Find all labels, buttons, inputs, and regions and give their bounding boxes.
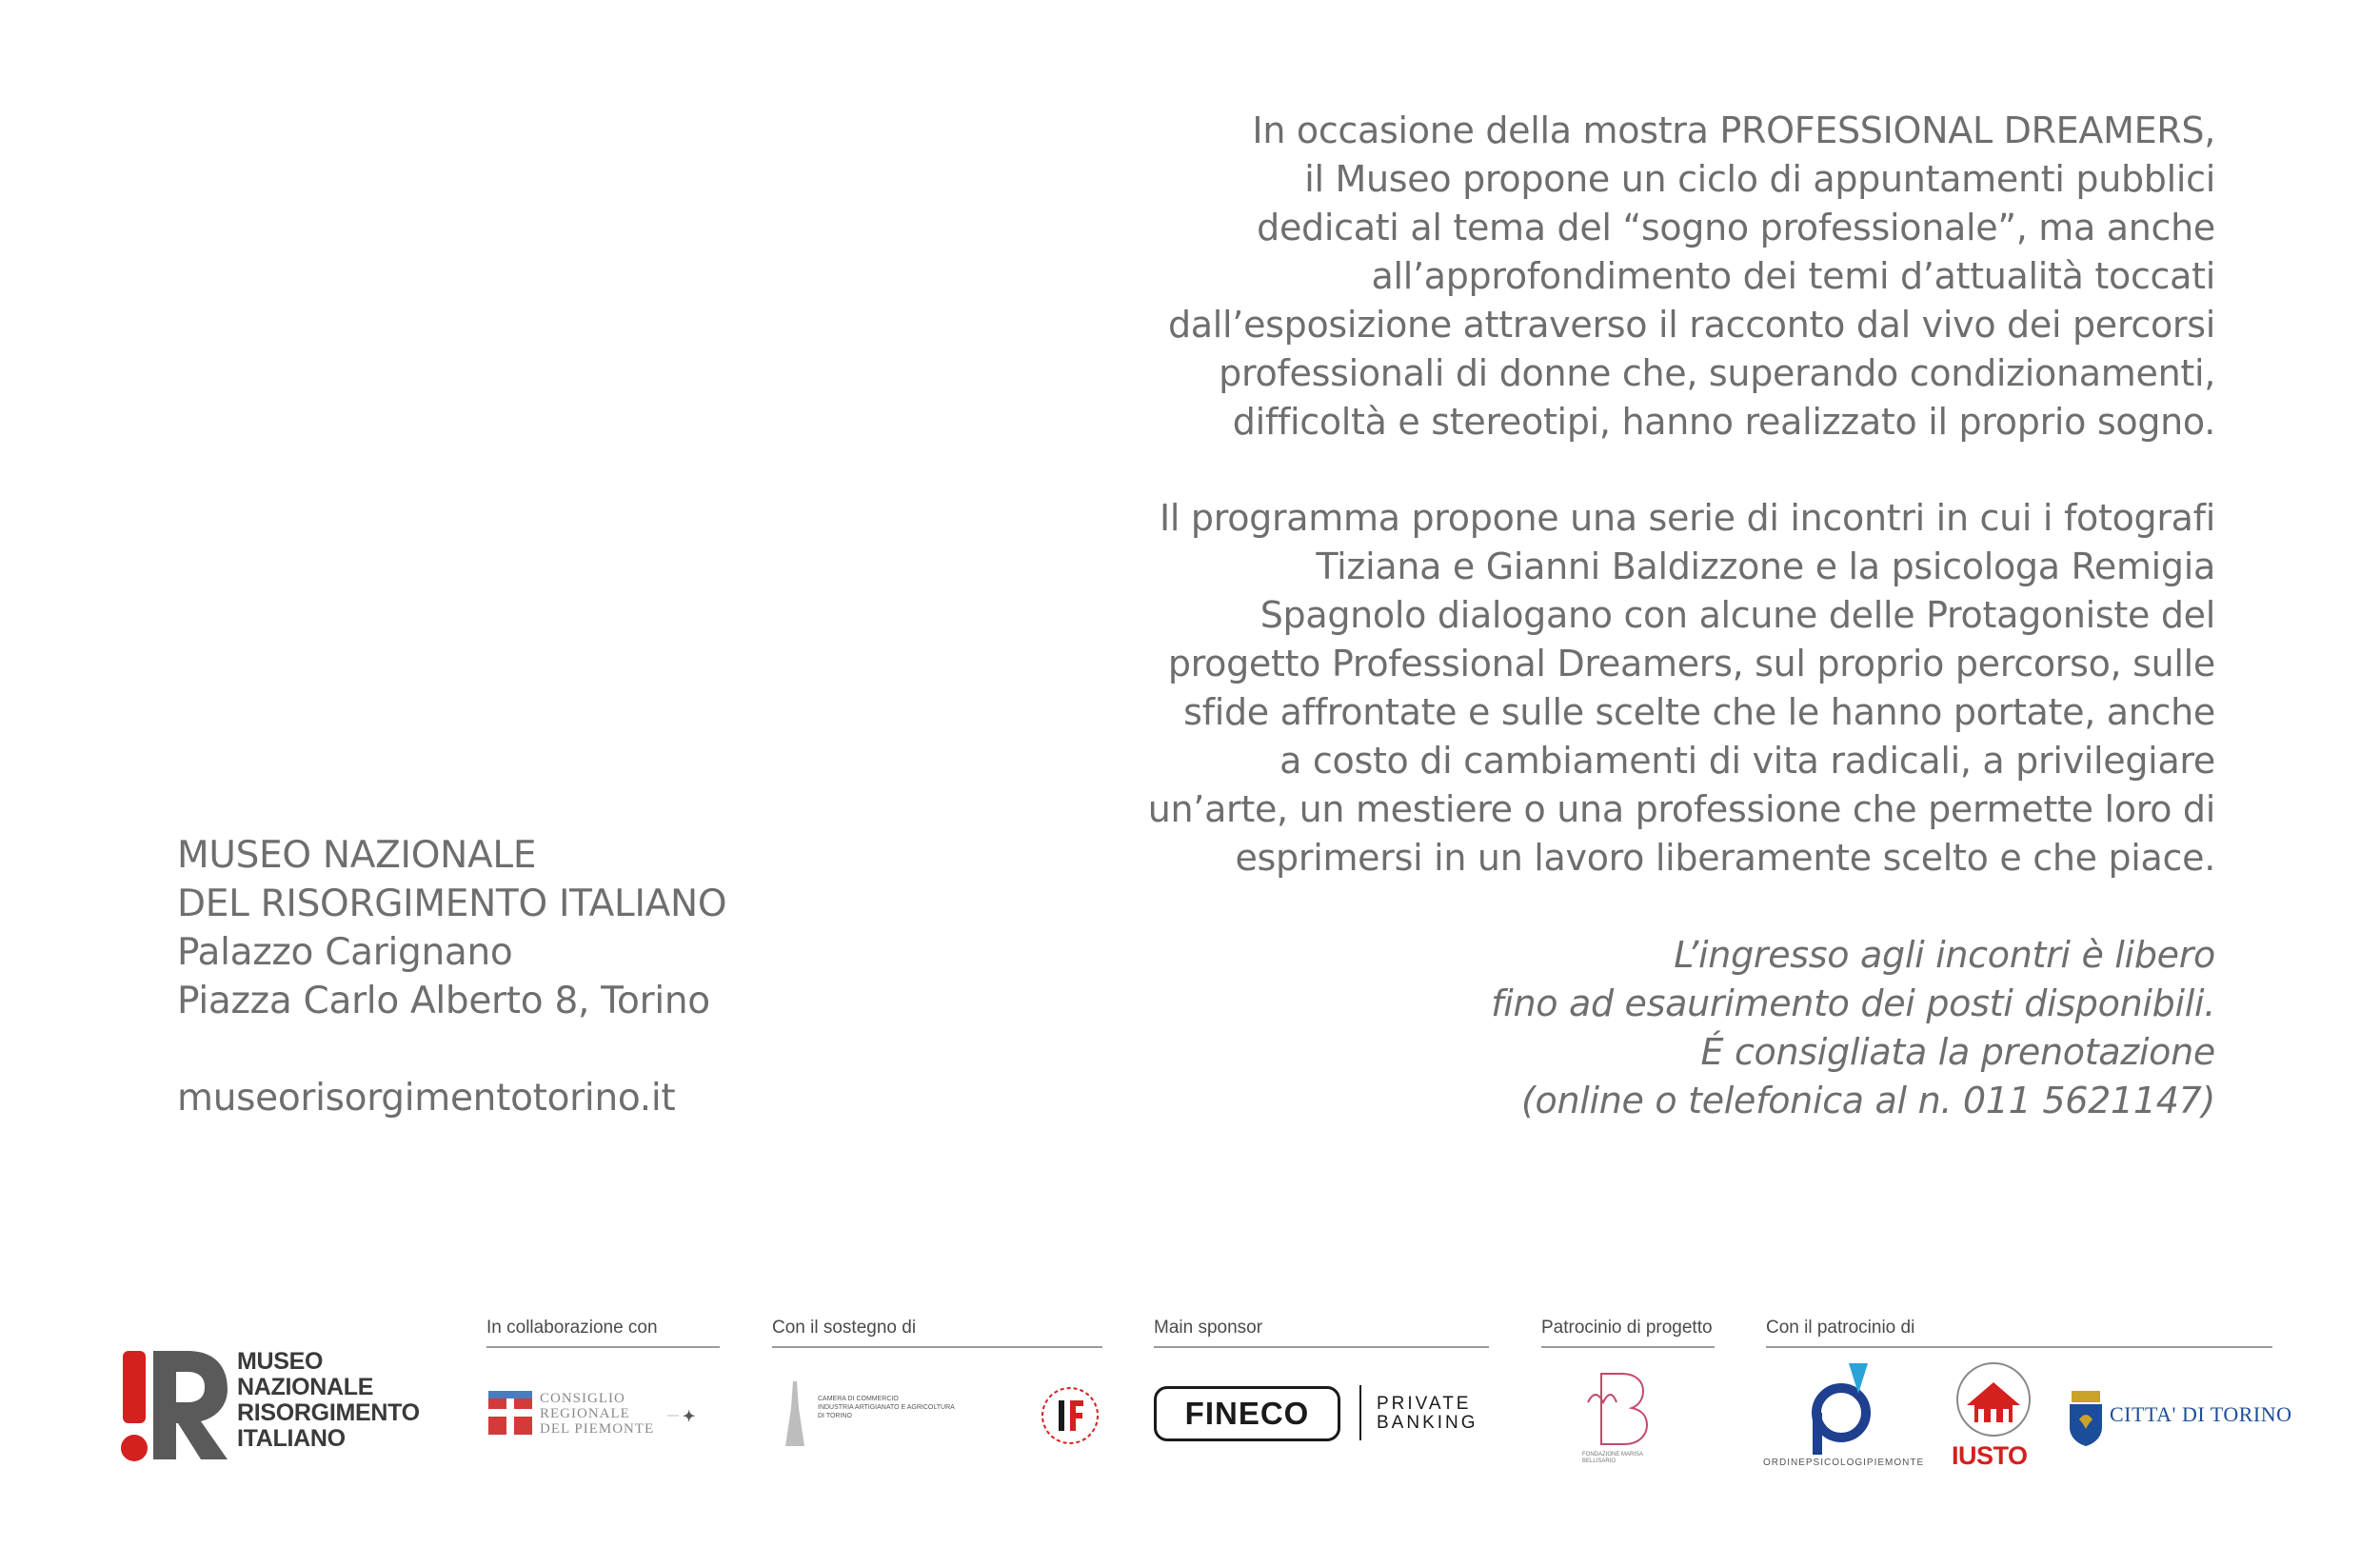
address-line: Palazzo Carignano — [177, 931, 513, 974]
consiglio-text — [540, 1391, 654, 1437]
fineco-logo: FINECO — [1154, 1386, 1340, 1441]
intro-paragraph — [1168, 107, 2215, 446]
museo-logo-text — [237, 1349, 420, 1452]
camera-line: CAMERA DI COMMERCIO — [818, 1396, 899, 1402]
consiglio-regionale-logo — [486, 1389, 724, 1444]
address-line: MUSEO NAZIONALE — [177, 834, 537, 877]
museo-logo-line: MUSEO — [237, 1348, 324, 1375]
program-line: a costo di cambiamenti di vita radicali, a privilegiare — [1279, 740, 2215, 782]
patrocinio-label: Con il patrocinio di — [1766, 1318, 1915, 1338]
ingress-line: fino ad esaurimento dei posti disponibili. — [1491, 982, 2215, 1024]
svg-text:✦: ✦ — [683, 1409, 696, 1425]
sponsor-label: Main sponsor — [1154, 1318, 1263, 1338]
torino-crest-icon — [2066, 1385, 2106, 1448]
torino-text: CITTA' DI TORINO — [2110, 1402, 2292, 1426]
camera-text — [818, 1395, 1008, 1420]
intro-line: difficoltà e stereotipi, hanno realizzato il proprio sogno. — [1232, 401, 2215, 443]
citta-torino-logo — [2066, 1385, 2292, 1454]
camera-commercio-logo — [776, 1379, 1023, 1452]
iusto-emblem-icon — [1950, 1361, 2037, 1439]
intro-line: professionali di donne che, superando condizionamenti, — [1219, 352, 2215, 394]
ingress-note — [1491, 931, 2215, 1125]
program-line: esprimersi in un lavoro liberamente scelto e che piace. — [1235, 837, 2215, 879]
intro-line: all’approfondimento dei temi d’attualità toccati — [1371, 255, 2215, 297]
partner-mark-icon — [667, 1395, 724, 1433]
sostegno-label: Con il sostegno di — [772, 1318, 917, 1338]
patrocinio-progetto-label: Patrocinio di progetto — [1541, 1318, 1713, 1338]
intro-line: dedicati al tema del “sogno professionale”, ma anche — [1257, 207, 2215, 248]
museo-logo-line: NAZIONALE — [237, 1374, 374, 1400]
patrocinio-progetto-rule — [1541, 1346, 1715, 1348]
ordine-text: ORDINEPSICOLOGIPIEMONTE — [1763, 1458, 1925, 1468]
museo-logo-line: RISORGIMENTO — [237, 1399, 420, 1426]
iusto-text: IUSTO — [1952, 1441, 2028, 1470]
program-line: Spagnolo dialogano con alcune delle Protagoniste del — [1259, 594, 2215, 636]
intro-line: In occasione della mostra PROFESSIONAL DREAMERS, — [1252, 109, 2215, 151]
consiglio-line: REGIONALE — [540, 1406, 630, 1421]
sostegno-rule — [772, 1346, 1102, 1348]
museum-address — [177, 831, 726, 1025]
consiglio-line: CONSIGLIO — [540, 1391, 625, 1406]
program-line: Tiziana e Gianni Baldizzone e la psicologa Remigia — [1316, 545, 2215, 587]
private-banking-line: PRIVATE — [1377, 1394, 1472, 1414]
collaborazione-label: In collaborazione con — [486, 1318, 658, 1338]
consiglio-line: DEL PIEMONTE — [540, 1421, 655, 1437]
program-line: Il programma propone una serie di incontri in cui i fotografi — [1159, 497, 2215, 539]
address-line: DEL RISORGIMENTO ITALIANO — [177, 883, 727, 925]
fondazione-text: FONDAZIONE MARISA BELLISARIO — [1582, 1452, 1643, 1464]
intro-line: il Museo propone un ciclo di appuntamenti pubblici — [1304, 158, 2215, 200]
camera-line: DI TORINO — [818, 1413, 852, 1419]
private-banking-line: BANKING — [1377, 1413, 1478, 1433]
program-line: sfide affrontate e sulle scelte che le hanno portate, anche — [1183, 691, 2215, 733]
program-line: progetto Professional Dreamers, sul proprio percorso, sulle — [1167, 643, 2215, 684]
patrocinio-rule — [1766, 1346, 2272, 1348]
ordine-mark-icon — [1761, 1361, 1928, 1457]
program-line: un’arte, un mestiere o una professione che permette loro di — [1147, 788, 2215, 830]
collaborazione-rule — [486, 1346, 720, 1348]
iusto-logo — [1950, 1361, 2037, 1471]
if-logo-icon — [1040, 1385, 1101, 1446]
ingress-line: É consigliata la prenotazione — [1700, 1031, 2215, 1073]
museo-logo — [121, 1347, 445, 1463]
ingress-line: L’ingresso agli incontri è libero — [1674, 934, 2215, 976]
program-paragraph — [1148, 494, 2215, 883]
fineco-separator — [1359, 1385, 1361, 1440]
camera-line: INDUSTRIA ARTIGIANATO E AGRICOLTURA — [818, 1404, 955, 1411]
ingress-line: (online o telefonica al n. 011 5621147) — [1520, 1080, 2215, 1121]
ordine-psicologi-logo — [1761, 1361, 1928, 1471]
museo-r-mark-icon — [121, 1347, 233, 1463]
sponsor-rule — [1154, 1346, 1489, 1348]
mole-icon — [776, 1379, 814, 1452]
website-link[interactable]: museorisorgimentotorino.it — [177, 1077, 676, 1120]
museo-logo-line: ITALIANO — [237, 1425, 346, 1452]
intro-line: dall’esposizione attraverso il racconto dal vivo dei percorsi — [1167, 304, 2215, 346]
fondazione-logo — [1582, 1364, 1658, 1469]
private-banking-text — [1377, 1395, 1478, 1433]
mb-monogram-icon — [1582, 1364, 1658, 1450]
piemonte-shield-icon — [486, 1389, 534, 1437]
address-line: Piazza Carlo Alberto 8, Torino — [177, 980, 710, 1022]
